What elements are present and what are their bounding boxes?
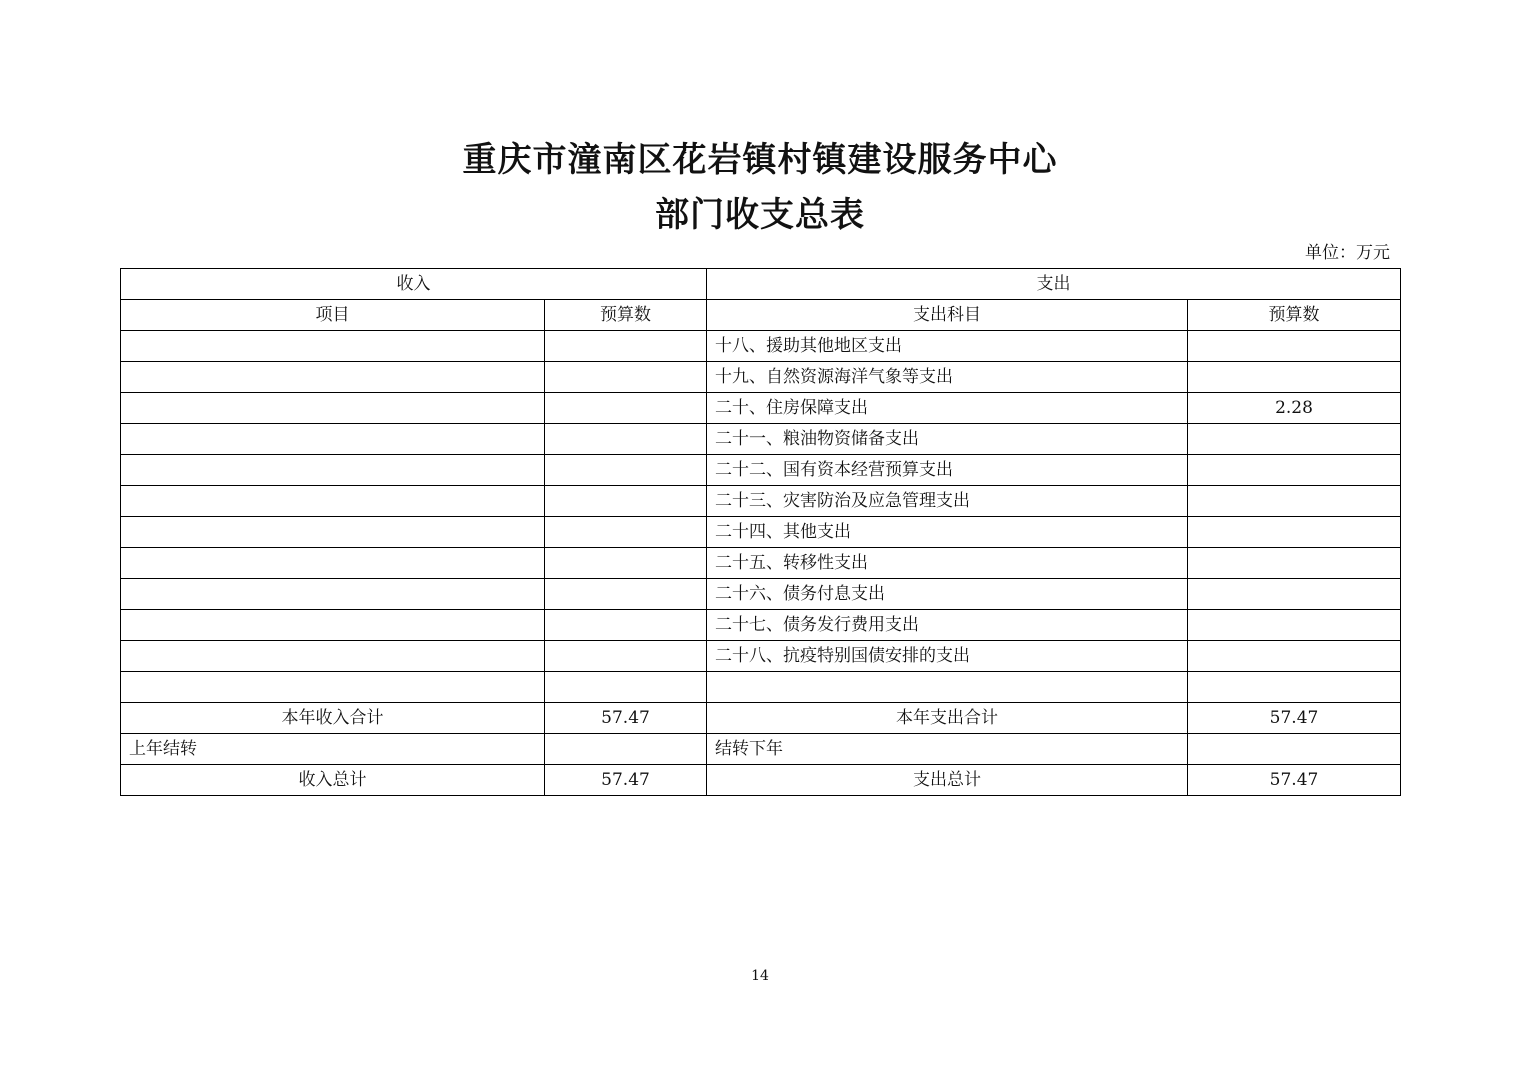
page-title: 重庆市潼南区花岩镇村镇建设服务中心 — [462, 140, 1058, 180]
grand-total-row — [121, 764, 1401, 795]
grand-total-row-income-value: 57.47 — [545, 764, 707, 795]
table-row — [121, 579, 1401, 610]
expense-budget-cell — [1188, 486, 1401, 517]
income-item-cell — [121, 393, 545, 424]
income-budget-cell — [545, 548, 707, 579]
income-item-cell — [121, 517, 545, 548]
budget-summary-table — [120, 268, 1401, 796]
carryover-row-income-label: 上年结转 — [121, 733, 545, 764]
expense-item-cell: 二十三、灾害防治及应急管理支出 — [707, 486, 1188, 517]
table-row — [121, 672, 1401, 703]
income-budget-cell — [545, 641, 707, 672]
income-budget-cell — [545, 486, 707, 517]
income-budget-cell — [545, 455, 707, 486]
income-item-cell — [121, 641, 545, 672]
year-total-row-expense-label: 本年支出合计 — [707, 702, 1188, 733]
expense-budget-cell: 2.28 — [1188, 393, 1401, 424]
expense-budget-cell — [1188, 455, 1401, 486]
expense-budget-cell — [1188, 548, 1401, 579]
income-budget-cell — [545, 610, 707, 641]
table-row — [121, 517, 1401, 548]
income-item-cell — [121, 579, 545, 610]
income-item-cell — [121, 362, 545, 393]
income-budget-cell — [545, 424, 707, 455]
expense-budget-cell — [1188, 641, 1401, 672]
expense-item-cell: 二十八、抗疫特别国债安排的支出 — [707, 641, 1188, 672]
income-section-header: 收入 — [121, 269, 707, 300]
income-item-cell — [121, 455, 545, 486]
table-row — [121, 424, 1401, 455]
income-budget-column-header: 预算数 — [545, 300, 707, 331]
grand-total-row-expense-label: 支出总计 — [707, 764, 1188, 795]
expense-item-cell: 二十、住房保障支出 — [707, 393, 1188, 424]
income-budget-cell — [545, 331, 707, 362]
income-item-cell — [121, 672, 545, 703]
year-total-row-income-value: 57.47 — [545, 702, 707, 733]
income-item-cell — [121, 548, 545, 579]
income-item-cell — [121, 486, 545, 517]
income-budget-cell — [545, 672, 707, 703]
expense-budget-cell — [1188, 424, 1401, 455]
income-item-cell — [121, 610, 545, 641]
table-row — [121, 486, 1401, 517]
expense-item-cell: 二十二、国有资本经营预算支出 — [707, 455, 1188, 486]
expense-item-cell: 二十六、债务付息支出 — [707, 579, 1188, 610]
grand-total-row-expense-value: 57.47 — [1188, 764, 1401, 795]
expense-budget-cell — [1188, 331, 1401, 362]
expense-budget-cell — [1188, 672, 1401, 703]
grand-total-row-income-label: 收入总计 — [121, 764, 545, 795]
expense-budget-cell — [1188, 517, 1401, 548]
expense-item-cell: 二十五、转移性支出 — [707, 548, 1188, 579]
expense-section-header: 支出 — [707, 269, 1401, 300]
page-subtitle: 部门收支总表 — [655, 195, 865, 235]
expense-item-cell: 十八、援助其他地区支出 — [707, 331, 1188, 362]
column-header-row — [121, 300, 1401, 331]
expense-item-cell: 十九、自然资源海洋气象等支出 — [707, 362, 1188, 393]
expense-item-cell: 二十七、债务发行费用支出 — [707, 610, 1188, 641]
expense-item-cell: 二十一、粮油物资储备支出 — [707, 424, 1188, 455]
unit-label: 单位：万元 — [1305, 243, 1390, 263]
table-row — [121, 455, 1401, 486]
table-row — [121, 362, 1401, 393]
section-header-row — [121, 269, 1401, 300]
income-item-column-header: 项目 — [121, 300, 545, 331]
carryover-row — [121, 733, 1401, 764]
table-row — [121, 548, 1401, 579]
year-total-row-income-label: 本年收入合计 — [121, 702, 545, 733]
year-total-row-expense-value: 57.47 — [1188, 702, 1401, 733]
table-row — [121, 610, 1401, 641]
expense-budget-cell — [1188, 579, 1401, 610]
income-budget-cell — [545, 362, 707, 393]
table-row — [121, 393, 1401, 424]
expense-budget-cell — [1188, 610, 1401, 641]
income-budget-cell — [545, 517, 707, 548]
expense-item-cell: 二十四、其他支出 — [707, 517, 1188, 548]
carryover-row-expense-value — [1188, 733, 1401, 764]
carryover-row-expense-label: 结转下年 — [707, 733, 1188, 764]
income-budget-cell — [545, 393, 707, 424]
table-row — [121, 641, 1401, 672]
page-number: 14 — [751, 968, 769, 984]
expense-budget-column-header: 预算数 — [1188, 300, 1401, 331]
income-budget-cell — [545, 579, 707, 610]
carryover-row-income-value — [545, 733, 707, 764]
table-body — [121, 269, 1401, 796]
year-total-row — [121, 702, 1401, 733]
income-item-cell — [121, 331, 545, 362]
expense-item-cell — [707, 672, 1188, 703]
table-row — [121, 331, 1401, 362]
expense-item-column-header: 支出科目 — [707, 300, 1188, 331]
expense-budget-cell — [1188, 362, 1401, 393]
income-item-cell — [121, 424, 545, 455]
